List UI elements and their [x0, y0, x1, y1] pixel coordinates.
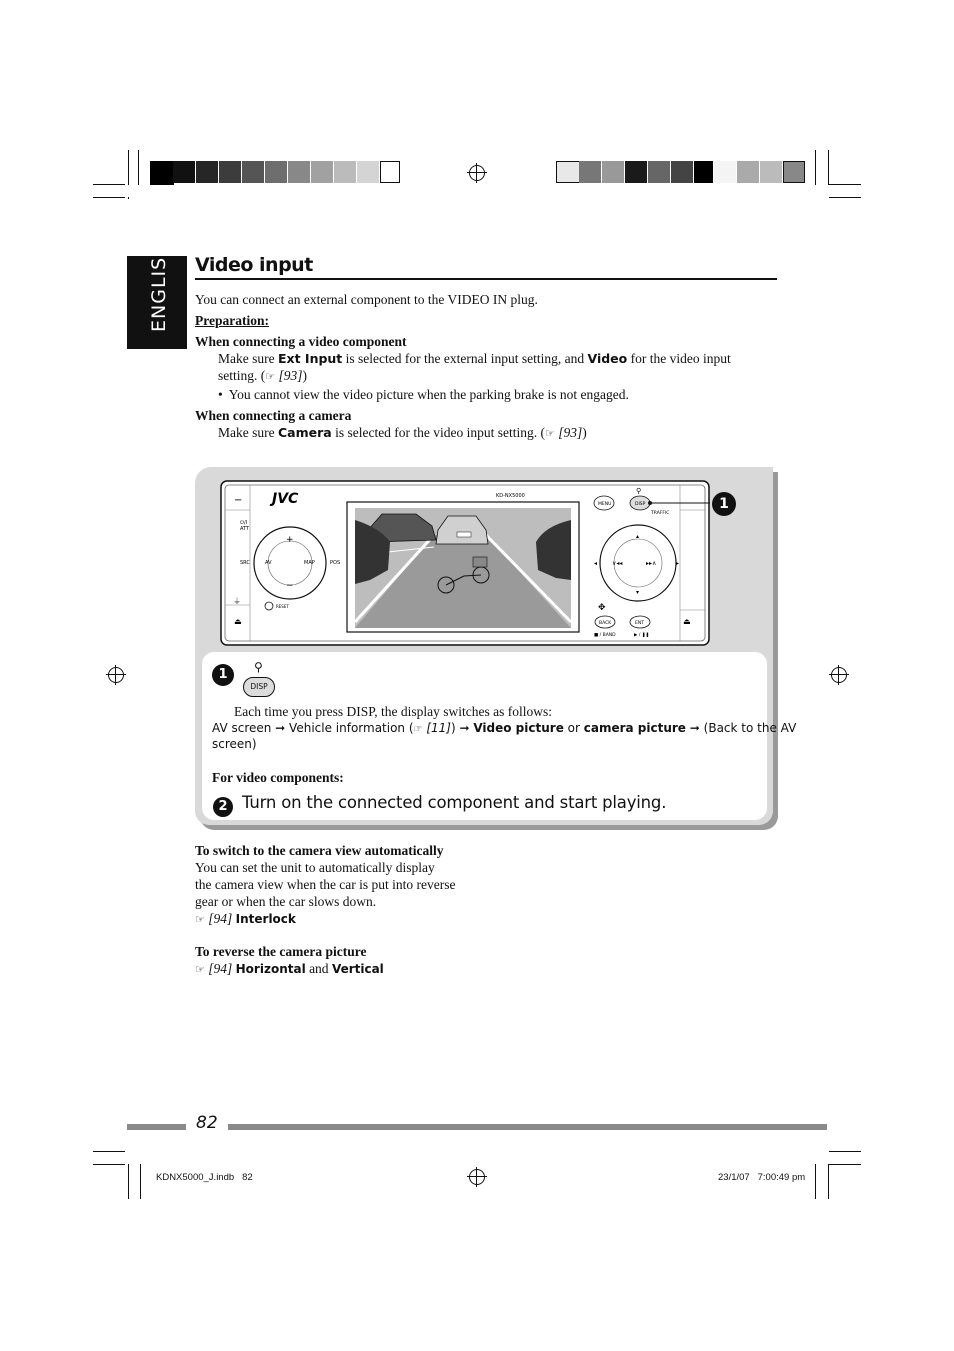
step2-text: Turn on the connected component and start playing. — [242, 793, 667, 812]
video-instruction-line2: setting. (☞ [93]) — [218, 368, 308, 383]
search-icon: ⚲ — [254, 660, 263, 674]
svg-text:POS: POS — [330, 560, 341, 566]
svg-text:⏻/I: ⏻/I — [240, 520, 248, 526]
video-heading: When connecting a video component — [195, 334, 407, 349]
print-date: 23/1/07 7:00:49 pm — [718, 1172, 806, 1183]
svg-text:MAP: MAP — [304, 560, 315, 566]
reference-icon: ☞ — [265, 371, 276, 383]
svg-text:✥: ✥ — [598, 603, 606, 613]
step1-sequence-line2: screen) — [212, 737, 257, 751]
svg-text:▸▸∧: ▸▸∧ — [646, 560, 657, 567]
car-receiver-illustration — [220, 480, 710, 646]
reverse-reference: ☞ [94] Horizontal and Vertical — [195, 961, 384, 976]
reference-icon: ☞ — [195, 914, 205, 926]
for-video-components: For video components: — [212, 770, 344, 785]
svg-text:DISP: DISP — [635, 502, 646, 507]
file-info: KDNX5000_J.indb 82 — [156, 1172, 253, 1183]
svg-text:▸: ▸ — [676, 560, 680, 567]
auto-switch-line1: You can set the unit to automatically display — [195, 860, 435, 875]
intro-text: You can connect an external component to the VIDEO IN plug. — [195, 292, 538, 307]
footer-bar-right — [228, 1124, 827, 1130]
svg-text:MENU: MENU — [598, 502, 612, 507]
svg-text:RESET: RESET — [276, 604, 289, 609]
language-label: ENGLISH — [148, 241, 170, 332]
auto-switch-reference: ☞ [94] Interlock — [195, 911, 296, 926]
svg-text:−: − — [286, 581, 294, 591]
svg-text:⏏: ⏏ — [234, 617, 242, 626]
step2-number: 2 — [213, 795, 233, 817]
step1-sequence: AV screen ➞ Vehicle information (☞ [11]) ➞ Video picture or camera picture ➞ (Back to the AV — [212, 721, 797, 735]
svg-text:AV: AV — [265, 560, 272, 566]
step1-line1: Each time you press DISP, the display switches as follows: — [234, 704, 552, 719]
svg-text:ATT: ATT — [240, 526, 250, 532]
preparation-label: Preparation: — [195, 313, 269, 328]
svg-text:JVC: JVC — [272, 491, 299, 507]
svg-text:⏚: ⏚ — [233, 597, 241, 606]
registration-mark-icon — [831, 667, 847, 683]
auto-switch-line2: the camera view when the car is put into reverse — [195, 877, 456, 892]
camera-heading: When connecting a camera — [195, 408, 352, 423]
svg-text:■ / BAND: ■ / BAND — [594, 633, 616, 638]
language-tab — [127, 241, 187, 349]
page-title: Video input — [195, 254, 313, 276]
title-rule — [195, 278, 777, 280]
page-number: 82 — [196, 1113, 218, 1133]
registration-mark-icon — [469, 1169, 485, 1185]
svg-text:BACK: BACK — [599, 621, 612, 626]
svg-text:∨◂◂: ∨◂◂ — [612, 560, 623, 567]
svg-text:−: − — [234, 495, 243, 506]
svg-text:SRC: SRC — [240, 560, 250, 566]
svg-text:⏏: ⏏ — [683, 617, 691, 626]
svg-text:▴: ▴ — [636, 533, 640, 540]
step1-number: 1 — [212, 663, 234, 686]
svg-text:+: + — [286, 535, 294, 545]
reference-icon: ☞ — [195, 964, 205, 976]
video-instruction: Make sure Ext Input is selected for the external input setting, and Video for the video input — [218, 351, 731, 366]
reference-icon: ☞ — [413, 724, 423, 735]
svg-text:KD-NX5000: KD-NX5000 — [496, 493, 525, 499]
bullet-note: • You cannot view the video picture when the parking brake is not engaged. — [218, 387, 629, 402]
disp-button[interactable]: DISP — [243, 677, 275, 697]
auto-switch-heading: To switch to the camera view automatically — [195, 843, 444, 858]
svg-text:▾: ▾ — [636, 589, 640, 596]
registration-mark-icon — [108, 667, 124, 683]
svg-text:⚲: ⚲ — [636, 487, 642, 495]
svg-text:ENT: ENT — [635, 621, 644, 626]
reference-icon: ☞ — [545, 428, 555, 440]
camera-instruction: Make sure Camera is selected for the video input setting. (☞ [93]) — [218, 425, 587, 440]
reverse-heading: To reverse the camera picture — [195, 944, 367, 959]
svg-text:◂: ◂ — [594, 560, 598, 567]
auto-switch-line3: gear or when the car slows down. — [195, 894, 377, 909]
registration-mark-icon — [469, 165, 485, 181]
svg-text:TRAFFIC: TRAFFIC — [651, 511, 670, 516]
svg-text:▶ / ❚❚: ▶ / ❚❚ — [634, 633, 650, 638]
footer-bar-left — [127, 1124, 186, 1130]
callout-number: 1 — [712, 492, 736, 516]
